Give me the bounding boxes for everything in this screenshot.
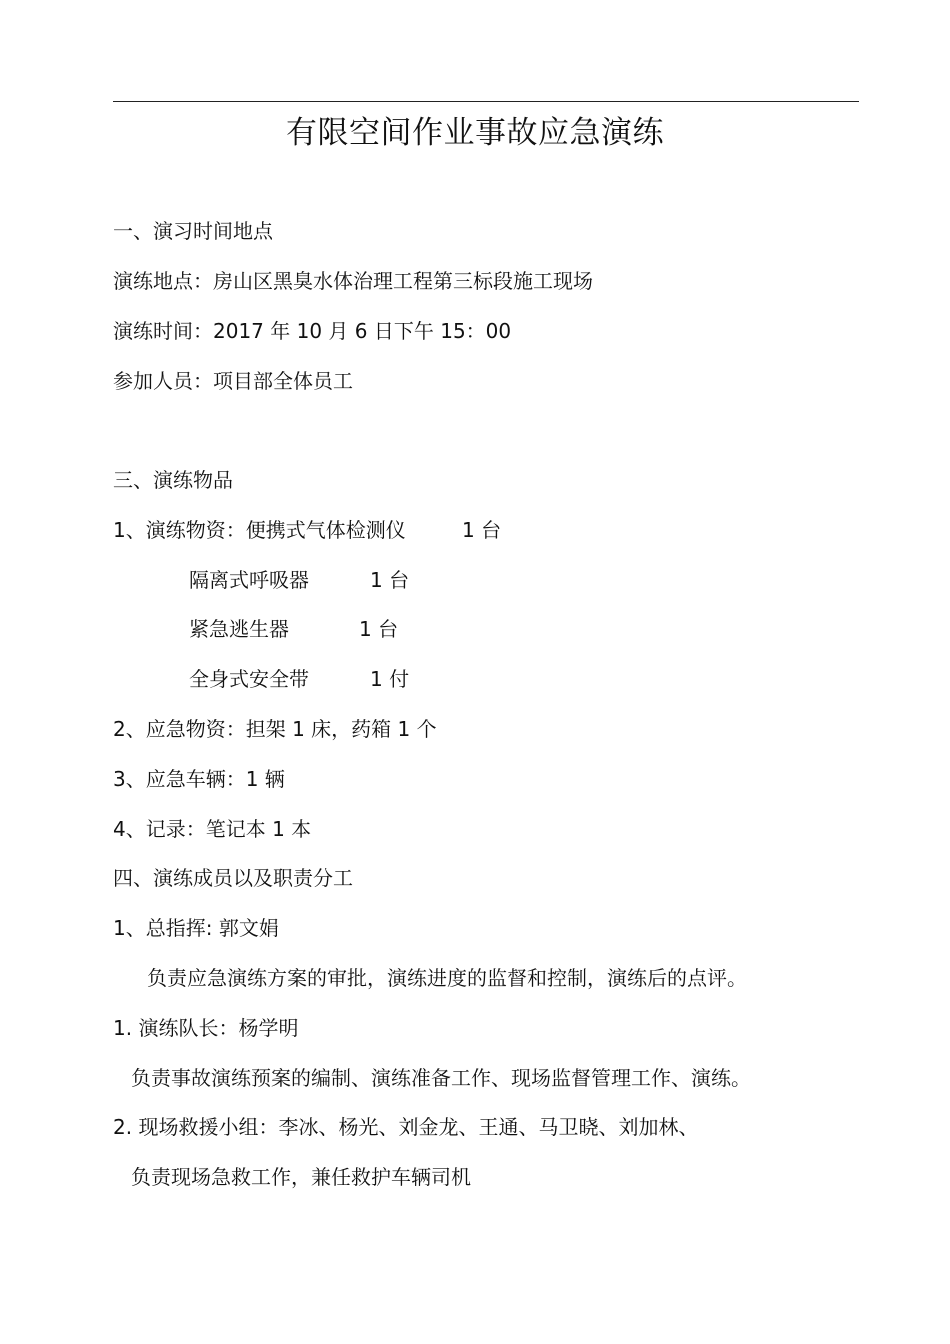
rescue-team-duty: 负责现场急救工作，兼任救护车辆司机 — [131, 1165, 471, 1189]
item-label: 隔离式呼吸器 — [189, 568, 309, 592]
drill-location: 演练地点：房山区黑臭水体治理工程第三标段施工现场 — [113, 269, 593, 293]
team-leader: 1. 演练队长：杨学明 — [113, 1016, 299, 1040]
team-leader-duty: 负责事故演练预案的编制、演练准备工作、现场监督管理工作、演练。 — [131, 1066, 751, 1090]
item-quantity: 1 付 — [370, 667, 410, 691]
commander-duty: 负责应急演练方案的审批，演练进度的监督和控制，演练后的点评。 — [147, 966, 747, 990]
item-label: 全身式安全带 — [189, 667, 309, 691]
emergency-vehicle: 3、应急车辆：1 辆 — [113, 767, 285, 791]
drill-time: 演练时间：2017 年 10 月 6 日下午 15：00 — [113, 319, 512, 343]
section-heading-members: 四、演练成员以及职责分工 — [113, 866, 353, 890]
item-label: 紧急逃生器 — [189, 617, 289, 641]
materials-item-gas-detector — [113, 513, 533, 547]
item-quantity: 1 台 — [359, 617, 399, 641]
document-title: 有限空间作业事故应急演练 — [286, 115, 664, 151]
emergency-supplies: 2、应急物资：担架 1 床，药箱 1 个 — [113, 717, 437, 741]
item-quantity: 1 台 — [370, 568, 410, 592]
item-label: 1、演练物资：便携式气体检测仪 — [113, 518, 406, 542]
materials-item-escape-device — [189, 612, 489, 646]
header-rule — [113, 101, 859, 102]
section-heading-time-place: 一、演习时间地点 — [113, 219, 273, 243]
records: 4、记录：笔记本 1 本 — [113, 817, 312, 841]
materials-item-respirator — [189, 563, 489, 597]
section-heading-materials: 三、演练物品 — [113, 468, 233, 492]
materials-item-safety-harness — [189, 662, 489, 696]
rescue-team: 2. 现场救援小组：李冰、杨光、刘金龙、王通、马卫晓、刘加林、 — [113, 1115, 699, 1139]
commander: 1、总指挥: 郭文娟 — [113, 916, 279, 940]
item-quantity: 1 台 — [462, 518, 502, 542]
participants: 参加人员：项目部全体员工 — [113, 369, 353, 393]
